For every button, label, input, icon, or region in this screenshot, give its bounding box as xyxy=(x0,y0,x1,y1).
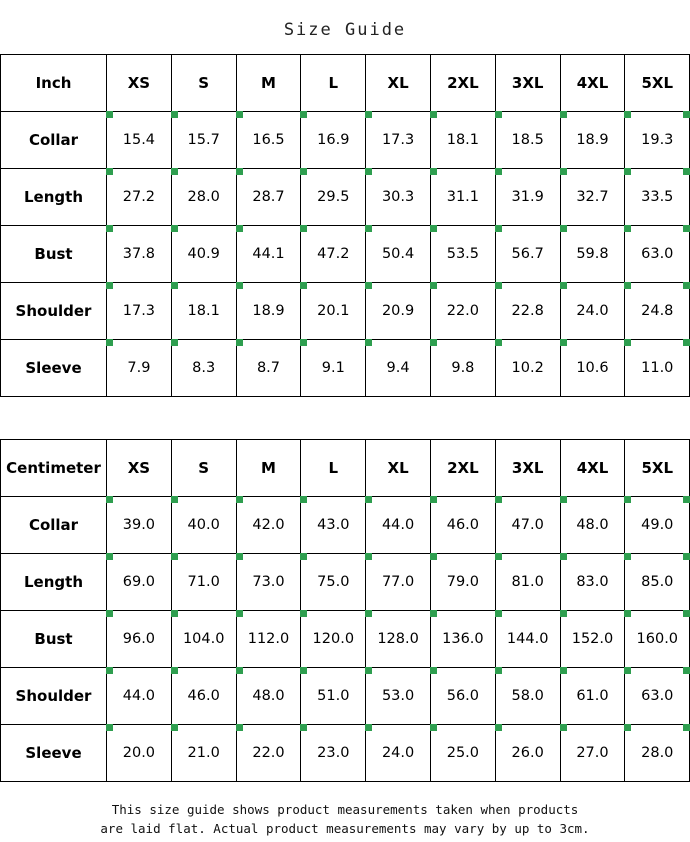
table-row xyxy=(1,169,690,226)
cell-cm-bust-3xl: 144.0 xyxy=(495,611,560,668)
cell-corner-mark xyxy=(236,496,243,503)
cell-corner-mark xyxy=(683,168,690,175)
cell-inch-bust-s: 40.9 xyxy=(171,226,236,283)
row-label-length: Length xyxy=(1,554,107,611)
cell-cm-sleeve-5xl: 28.0 xyxy=(625,725,690,782)
row-label-length: Length xyxy=(1,169,107,226)
cell-cm-sleeve-xl: 24.0 xyxy=(366,725,431,782)
cell-cm-length-xs: 69.0 xyxy=(107,554,172,611)
cell-corner-mark xyxy=(365,553,372,560)
cell-inch-collar-m: 16.5 xyxy=(236,112,301,169)
cell-corner-mark xyxy=(236,282,243,289)
cell-corner-mark xyxy=(624,610,631,617)
cell-inch-sleeve-4xl: 10.6 xyxy=(560,340,625,397)
cell-cm-length-2xl: 79.0 xyxy=(430,554,495,611)
cell-corner-mark xyxy=(171,339,178,346)
cell-inch-collar-5xl: 19.3 xyxy=(625,112,690,169)
cell-corner-mark xyxy=(171,168,178,175)
cell-corner-mark xyxy=(624,339,631,346)
cell-corner-mark xyxy=(106,496,113,503)
table-header-row xyxy=(1,55,690,112)
cell-corner-mark xyxy=(106,553,113,560)
cell-inch-sleeve-xs: 7.9 xyxy=(107,340,172,397)
cell-corner-mark xyxy=(683,111,690,118)
cell-corner-mark xyxy=(624,553,631,560)
cell-corner-mark xyxy=(624,111,631,118)
cell-inch-length-xs: 27.2 xyxy=(107,169,172,226)
cell-corner-mark xyxy=(624,667,631,674)
cell-corner-mark xyxy=(430,496,437,503)
cell-cm-length-m: 73.0 xyxy=(236,554,301,611)
size-header-2xl: 2XL xyxy=(430,55,495,112)
cell-corner-mark xyxy=(365,339,372,346)
cell-corner-mark xyxy=(300,610,307,617)
cell-corner-mark xyxy=(300,111,307,118)
cell-cm-sleeve-l: 23.0 xyxy=(301,725,366,782)
size-header-m: M xyxy=(236,440,301,497)
cell-corner-mark xyxy=(430,553,437,560)
cell-corner-mark xyxy=(236,610,243,617)
cell-corner-mark xyxy=(624,724,631,731)
table-row xyxy=(1,497,690,554)
table-row xyxy=(1,725,690,782)
cell-corner-mark xyxy=(365,282,372,289)
cell-corner-mark xyxy=(300,667,307,674)
row-label-collar: Collar xyxy=(1,497,107,554)
cell-corner-mark xyxy=(683,339,690,346)
cell-cm-shoulder-xl: 53.0 xyxy=(366,668,431,725)
cell-inch-length-m: 28.7 xyxy=(236,169,301,226)
cell-cm-bust-m: 112.0 xyxy=(236,611,301,668)
cell-corner-mark xyxy=(683,496,690,503)
cell-corner-mark xyxy=(236,339,243,346)
cell-corner-mark xyxy=(430,168,437,175)
cell-inch-length-xl: 30.3 xyxy=(366,169,431,226)
cell-corner-mark xyxy=(560,282,567,289)
size-header-5xl: 5XL xyxy=(625,440,690,497)
cell-corner-mark xyxy=(171,610,178,617)
cell-inch-bust-xl: 50.4 xyxy=(366,226,431,283)
cell-cm-sleeve-m: 22.0 xyxy=(236,725,301,782)
table-row xyxy=(1,226,690,283)
cell-inch-shoulder-5xl: 24.8 xyxy=(625,283,690,340)
cell-cm-shoulder-l: 51.0 xyxy=(301,668,366,725)
cell-inch-shoulder-xs: 17.3 xyxy=(107,283,172,340)
cell-inch-shoulder-l: 20.1 xyxy=(301,283,366,340)
table-header-row xyxy=(1,440,690,497)
cell-corner-mark xyxy=(430,667,437,674)
cell-inch-bust-m: 44.1 xyxy=(236,226,301,283)
cell-inch-shoulder-s: 18.1 xyxy=(171,283,236,340)
cell-corner-mark xyxy=(300,496,307,503)
cell-corner-mark xyxy=(495,111,502,118)
cell-inch-collar-2xl: 18.1 xyxy=(430,112,495,169)
cell-corner-mark xyxy=(106,282,113,289)
cell-inch-collar-l: 16.9 xyxy=(301,112,366,169)
cell-corner-mark xyxy=(683,282,690,289)
cell-cm-sleeve-4xl: 27.0 xyxy=(560,725,625,782)
cell-corner-mark xyxy=(365,496,372,503)
size-header-3xl: 3XL xyxy=(495,55,560,112)
cell-corner-mark xyxy=(624,282,631,289)
cell-corner-mark xyxy=(300,168,307,175)
cell-corner-mark xyxy=(365,225,372,232)
cell-corner-mark xyxy=(430,339,437,346)
cell-cm-length-3xl: 81.0 xyxy=(495,554,560,611)
cell-inch-sleeve-xl: 9.4 xyxy=(366,340,431,397)
table-row xyxy=(1,554,690,611)
cell-inch-collar-s: 15.7 xyxy=(171,112,236,169)
cell-cm-collar-m: 42.0 xyxy=(236,497,301,554)
cell-corner-mark xyxy=(430,724,437,731)
size-header-l: L xyxy=(301,440,366,497)
size-header-m: M xyxy=(236,55,301,112)
cell-inch-sleeve-s: 8.3 xyxy=(171,340,236,397)
cell-corner-mark xyxy=(171,724,178,731)
cell-cm-bust-xs: 96.0 xyxy=(107,611,172,668)
cell-inch-sleeve-2xl: 9.8 xyxy=(430,340,495,397)
cell-inch-shoulder-xl: 20.9 xyxy=(366,283,431,340)
cell-corner-mark xyxy=(236,168,243,175)
cell-cm-sleeve-s: 21.0 xyxy=(171,725,236,782)
size-header-s: S xyxy=(171,55,236,112)
cell-corner-mark xyxy=(236,667,243,674)
cell-corner-mark xyxy=(560,339,567,346)
cell-inch-collar-4xl: 18.9 xyxy=(560,112,625,169)
size-header-4xl: 4XL xyxy=(560,440,625,497)
cell-inch-bust-3xl: 56.7 xyxy=(495,226,560,283)
cell-cm-collar-s: 40.0 xyxy=(171,497,236,554)
cell-corner-mark xyxy=(171,667,178,674)
cell-corner-mark xyxy=(624,225,631,232)
cell-cm-collar-2xl: 46.0 xyxy=(430,497,495,554)
cell-corner-mark xyxy=(236,553,243,560)
cell-corner-mark xyxy=(495,168,502,175)
cell-corner-mark xyxy=(683,225,690,232)
cell-cm-bust-2xl: 136.0 xyxy=(430,611,495,668)
cell-corner-mark xyxy=(106,111,113,118)
cell-corner-mark xyxy=(683,667,690,674)
size-header-xs: XS xyxy=(107,440,172,497)
cell-cm-length-xl: 77.0 xyxy=(366,554,431,611)
cell-corner-mark xyxy=(300,724,307,731)
cell-corner-mark xyxy=(683,610,690,617)
cell-corner-mark xyxy=(560,168,567,175)
row-label-shoulder: Shoulder xyxy=(1,283,107,340)
cell-corner-mark xyxy=(430,225,437,232)
cell-corner-mark xyxy=(236,111,243,118)
size-header-5xl: 5XL xyxy=(625,55,690,112)
cell-inch-shoulder-m: 18.9 xyxy=(236,283,301,340)
size-header-4xl: 4XL xyxy=(560,55,625,112)
cell-cm-bust-s: 104.0 xyxy=(171,611,236,668)
cell-corner-mark xyxy=(624,168,631,175)
cell-inch-shoulder-3xl: 22.8 xyxy=(495,283,560,340)
cell-cm-collar-3xl: 47.0 xyxy=(495,497,560,554)
cell-corner-mark xyxy=(560,724,567,731)
footer-line-1: This size guide shows product measurements taken when products xyxy=(111,802,579,817)
cell-corner-mark xyxy=(106,225,113,232)
cell-cm-shoulder-2xl: 56.0 xyxy=(430,668,495,725)
cell-corner-mark xyxy=(106,168,113,175)
cell-cm-length-l: 75.0 xyxy=(301,554,366,611)
cell-corner-mark xyxy=(495,667,502,674)
cell-corner-mark xyxy=(171,496,178,503)
cell-corner-mark xyxy=(430,111,437,118)
row-label-shoulder: Shoulder xyxy=(1,668,107,725)
cell-inch-bust-xs: 37.8 xyxy=(107,226,172,283)
cell-corner-mark xyxy=(365,667,372,674)
table-row xyxy=(1,112,690,169)
cell-cm-sleeve-2xl: 25.0 xyxy=(430,725,495,782)
cell-corner-mark xyxy=(560,610,567,617)
cell-corner-mark xyxy=(560,496,567,503)
cell-corner-mark xyxy=(683,553,690,560)
cell-cm-shoulder-5xl: 63.0 xyxy=(625,668,690,725)
cell-cm-shoulder-m: 48.0 xyxy=(236,668,301,725)
cell-inch-length-s: 28.0 xyxy=(171,169,236,226)
cell-cm-collar-xs: 39.0 xyxy=(107,497,172,554)
cell-cm-collar-5xl: 49.0 xyxy=(625,497,690,554)
cell-inch-sleeve-m: 8.7 xyxy=(236,340,301,397)
row-label-collar: Collar xyxy=(1,112,107,169)
cell-cm-length-4xl: 83.0 xyxy=(560,554,625,611)
cell-corner-mark xyxy=(171,225,178,232)
cell-corner-mark xyxy=(495,282,502,289)
cell-corner-mark xyxy=(300,282,307,289)
row-label-sleeve: Sleeve xyxy=(1,725,107,782)
cell-cm-shoulder-4xl: 61.0 xyxy=(560,668,625,725)
cell-corner-mark xyxy=(495,339,502,346)
size-header-2xl: 2XL xyxy=(430,440,495,497)
row-label-sleeve: Sleeve xyxy=(1,340,107,397)
cell-corner-mark xyxy=(365,724,372,731)
cell-inch-sleeve-l: 9.1 xyxy=(301,340,366,397)
footer-line-2: are laid flat. Actual product measurements may vary by up to 3cm. xyxy=(100,821,590,836)
cell-corner-mark xyxy=(430,610,437,617)
size-header-xl: XL xyxy=(366,55,431,112)
cell-corner-mark xyxy=(430,282,437,289)
size-table-inch xyxy=(0,54,690,397)
cell-inch-shoulder-2xl: 22.0 xyxy=(430,283,495,340)
cell-inch-bust-4xl: 59.8 xyxy=(560,226,625,283)
cell-cm-collar-l: 43.0 xyxy=(301,497,366,554)
cell-corner-mark xyxy=(495,724,502,731)
cell-cm-length-5xl: 85.0 xyxy=(625,554,690,611)
cell-cm-shoulder-s: 46.0 xyxy=(171,668,236,725)
table-row xyxy=(1,283,690,340)
cell-corner-mark xyxy=(495,610,502,617)
cell-corner-mark xyxy=(560,111,567,118)
cell-corner-mark xyxy=(624,496,631,503)
cell-corner-mark xyxy=(683,724,690,731)
cell-corner-mark xyxy=(560,667,567,674)
cell-corner-mark xyxy=(106,667,113,674)
cell-corner-mark xyxy=(560,225,567,232)
cell-inch-collar-xl: 17.3 xyxy=(366,112,431,169)
cell-corner-mark xyxy=(106,339,113,346)
cell-cm-collar-4xl: 48.0 xyxy=(560,497,625,554)
cell-cm-collar-xl: 44.0 xyxy=(366,497,431,554)
row-label-bust: Bust xyxy=(1,226,107,283)
cell-inch-length-5xl: 33.5 xyxy=(625,169,690,226)
table-row xyxy=(1,611,690,668)
cell-corner-mark xyxy=(495,225,502,232)
cell-inch-length-3xl: 31.9 xyxy=(495,169,560,226)
table-row xyxy=(1,340,690,397)
cell-inch-length-2xl: 31.1 xyxy=(430,169,495,226)
size-header-l: L xyxy=(301,55,366,112)
cell-corner-mark xyxy=(171,553,178,560)
unit-label-inch: Inch xyxy=(1,55,107,112)
cell-corner-mark xyxy=(300,225,307,232)
size-header-3xl: 3XL xyxy=(495,440,560,497)
cell-corner-mark xyxy=(365,168,372,175)
cell-cm-length-s: 71.0 xyxy=(171,554,236,611)
cell-inch-length-4xl: 32.7 xyxy=(560,169,625,226)
cell-corner-mark xyxy=(365,610,372,617)
cell-cm-bust-5xl: 160.0 xyxy=(625,611,690,668)
cell-corner-mark xyxy=(236,225,243,232)
cell-cm-bust-4xl: 152.0 xyxy=(560,611,625,668)
row-label-bust: Bust xyxy=(1,611,107,668)
cell-cm-sleeve-3xl: 26.0 xyxy=(495,725,560,782)
cell-cm-bust-xl: 128.0 xyxy=(366,611,431,668)
cell-inch-sleeve-3xl: 10.2 xyxy=(495,340,560,397)
table-row xyxy=(1,668,690,725)
cell-cm-bust-l: 120.0 xyxy=(301,611,366,668)
cell-cm-shoulder-xs: 44.0 xyxy=(107,668,172,725)
table-divider-space xyxy=(0,397,690,439)
cell-inch-collar-xs: 15.4 xyxy=(107,112,172,169)
cell-inch-shoulder-4xl: 24.0 xyxy=(560,283,625,340)
cell-corner-mark xyxy=(300,553,307,560)
page-title: Size Guide xyxy=(283,20,407,40)
cell-inch-sleeve-5xl: 11.0 xyxy=(625,340,690,397)
cell-corner-mark xyxy=(300,339,307,346)
cell-corner-mark xyxy=(106,610,113,617)
unit-label-centimeter: Centimeter xyxy=(1,440,107,497)
cell-inch-length-l: 29.5 xyxy=(301,169,366,226)
cell-corner-mark xyxy=(236,724,243,731)
cell-corner-mark xyxy=(560,553,567,560)
cell-inch-bust-l: 47.2 xyxy=(301,226,366,283)
cell-corner-mark xyxy=(495,496,502,503)
size-table-centimeter xyxy=(0,439,690,782)
cell-cm-shoulder-3xl: 58.0 xyxy=(495,668,560,725)
cell-inch-collar-3xl: 18.5 xyxy=(495,112,560,169)
cell-corner-mark xyxy=(106,724,113,731)
cell-corner-mark xyxy=(365,111,372,118)
cell-corner-mark xyxy=(171,282,178,289)
footer-note xyxy=(0,782,690,838)
size-header-xs: XS xyxy=(107,55,172,112)
size-header-s: S xyxy=(171,440,236,497)
cell-inch-bust-5xl: 63.0 xyxy=(625,226,690,283)
cell-corner-mark xyxy=(171,111,178,118)
cell-inch-bust-2xl: 53.5 xyxy=(430,226,495,283)
size-header-xl: XL xyxy=(366,440,431,497)
cell-cm-sleeve-xs: 20.0 xyxy=(107,725,172,782)
cell-corner-mark xyxy=(495,553,502,560)
